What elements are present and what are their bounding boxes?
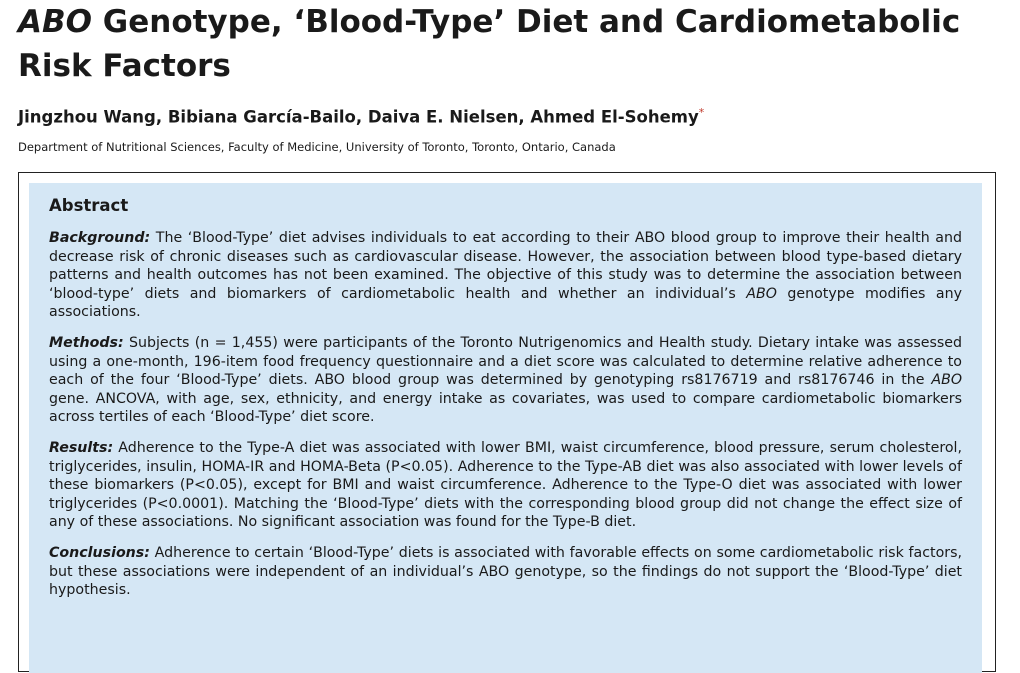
abstract-results <box>49 439 962 532</box>
abstract-box <box>29 183 982 673</box>
methods-text-1: Subjects (n = 1,455) were participants of the Toronto Nutrigenomics and Health study. Dietary intake was assessed using a one-month, 196-item food frequency questionnaire and a diet score was calculated to determine relative adherence to each of the four ‘Blood-Type’ diets. ABO blood group was determined by genotyping rs8176719 and rs8176746 in the <box>49 334 962 389</box>
background-label: Background: <box>49 230 151 246</box>
conclusions-text: Adherence to certain ‘Blood-Type’ diets is associated with favorable effects on some cardiometabolic risk factors, but these associations were independent of an individual’s ABO genotype, so the findings do not support the ‘Blood-Type’ diet hypothesis. <box>49 544 962 599</box>
abstract-heading: Abstract <box>49 196 129 215</box>
title-gene-name: ABO <box>18 4 92 40</box>
conclusions-label: Conclusions: <box>49 544 150 561</box>
abstract-conclusions <box>49 544 962 600</box>
title-text: Genotype, ‘Blood-Type’ Diet and Cardiometabolic Risk Factors <box>18 4 961 84</box>
methods-gene: ABO <box>931 372 962 389</box>
corresponding-author-mark: * <box>698 106 705 119</box>
background-text-2: genotype modifies any associations. <box>49 285 962 321</box>
author-names: Jingzhou Wang, Bibiana García-Bailo, Daiva E. Nielsen, Ahmed El-Sohemy <box>18 107 699 127</box>
abstract-methods <box>49 334 962 427</box>
results-label: Results: <box>49 439 114 456</box>
author-list <box>18 106 704 127</box>
abstract-frame <box>18 172 996 672</box>
results-text: Adherence to the Type-A diet was associated with lower BMI, waist circumference, blood pressure, serum cholesterol, triglycerides, insulin, HOMA-IR and HOMA-Beta (P<0.05). Adherence to the Type-AB diet was also associated with lower levels of these biomarkers (P<0.05), except for BMI and waist circumference. Adherence to the Type-O diet was associated with lower triglycerides (P<0.0001). Matching the ‘Blood-Type’ diets with the corresponding blood group did not change the effect size of any of these associations. No significant association was found for the Type-B diet. <box>49 439 962 531</box>
background-text-1: The ‘Blood-Type’ diet advises individuals to eat according to their ABO blood group to improve their health and decrease risk of chronic diseases such as cardiovascular disease. However, the association between blood type-based dietary patterns and health outcomes has not been examined. The objective of this study was to determine the association between ‘blood-type’ diets and biomarkers of cardiometabolic health and whether an individual’s <box>49 230 962 302</box>
paper-title <box>18 0 1008 88</box>
abstract-background <box>49 229 962 322</box>
methods-text-2: gene. ANCOVA, with age, sex, ethnicity, and energy intake as covariates, was used to compare cardiometabolic biomarkers across tertiles of each ‘Blood-Type’ diet score. <box>49 390 962 426</box>
background-gene: ABO <box>746 285 777 302</box>
affiliation: Department of Nutritional Sciences, Faculty of Medicine, University of Toronto, Toronto, Ontario, Canada <box>18 140 616 154</box>
methods-label: Methods: <box>49 334 124 351</box>
